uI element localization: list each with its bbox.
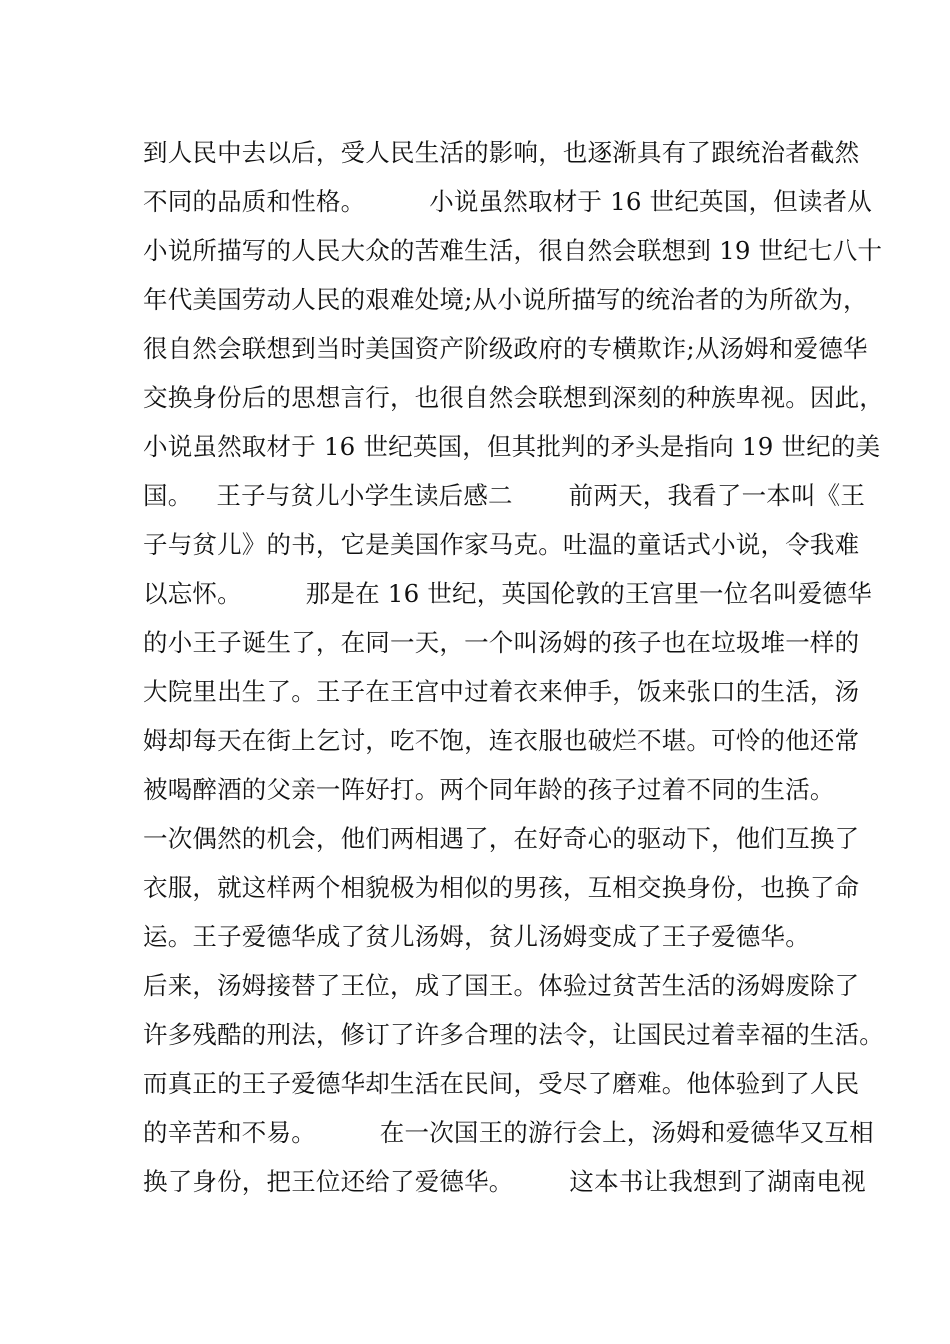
text-line: 大院里出生了。王子在王宫中过着衣来伸手，饭来张口的生活，汤 — [143, 677, 860, 706]
text-line: 以忘怀。 那是在 16 世纪，英国伦敦的王宫里一位名叫爱德华 — [143, 579, 872, 608]
text-line: 到人民中去以后，受人民生活的影响，也逐渐具有了跟统治者截然 — [143, 138, 860, 167]
text-line: 很自然会联想到当时美国资产阶级政府的专横欺诈;从汤姆和爱德华 — [143, 334, 868, 363]
text-line: 小说虽然取材于 16 世纪英国，但其批判的矛头是指向 19 世纪的美 — [143, 432, 881, 461]
text-line: 换了身份，把王位还给了爱德华。 这本书让我想到了湖南电视 — [143, 1167, 866, 1196]
text-line: 后来，汤姆接替了王位，成了国王。体验过贫苦生活的汤姆废除了 — [143, 971, 860, 1000]
text-line: 年代美国劳动人民的艰难处境;从小说所描写的统治者的为所欲为， — [143, 285, 868, 314]
text-line: 运。王子爱德华成了贫儿汤姆，贫儿汤姆变成了王子爱德华。 — [143, 922, 810, 951]
body-text — [143, 128, 884, 1206]
text-line: 子与贫儿》的书，它是美国作家马克。吐温的童话式小说，令我难 — [143, 530, 860, 559]
text-line: 的小王子诞生了，在同一天，一个叫汤姆的孩子也在垃圾堆一样的 — [143, 628, 860, 657]
text-line: 衣服，就这样两个相貌极为相似的男孩，互相交换身份，也换了命 — [143, 873, 860, 902]
text-line: 姆却每天在街上乞讨，吃不饱，连衣服也破烂不堪。可怜的他还常 — [143, 726, 860, 755]
text-line: 的辛苦和不易。 在一次国王的游行会上，汤姆和爱德华又互相 — [143, 1118, 874, 1147]
text-line: 不同的品质和性格。 小说虽然取材于 16 世纪英国，但读者从 — [143, 187, 872, 216]
text-line: 许多残酷的刑法，修订了许多合理的法令，让国民过着幸福的生活。 — [143, 1020, 884, 1049]
text-line: 小说所描写的人民大众的苦难生活，很自然会联想到 19 世纪七八十 — [143, 236, 883, 265]
text-line: 交换身份后的思想言行，也很自然会联想到深刻的种族卑视。因此， — [143, 383, 884, 412]
text-line: 一次偶然的机会，他们两相遇了，在好奇心的驱动下，他们互换了 — [143, 824, 860, 853]
text-line: 被喝醉酒的父亲一阵好打。两个同年龄的孩子过着不同的生活。 — [143, 775, 835, 804]
text-line: 而真正的王子爱德华却生活在民间，受尽了磨难。他体验到了人民 — [143, 1069, 860, 1098]
text-line: 国。 王子与贫儿小学生读后感二 前两天，我看了一本叫《王 — [143, 481, 866, 510]
